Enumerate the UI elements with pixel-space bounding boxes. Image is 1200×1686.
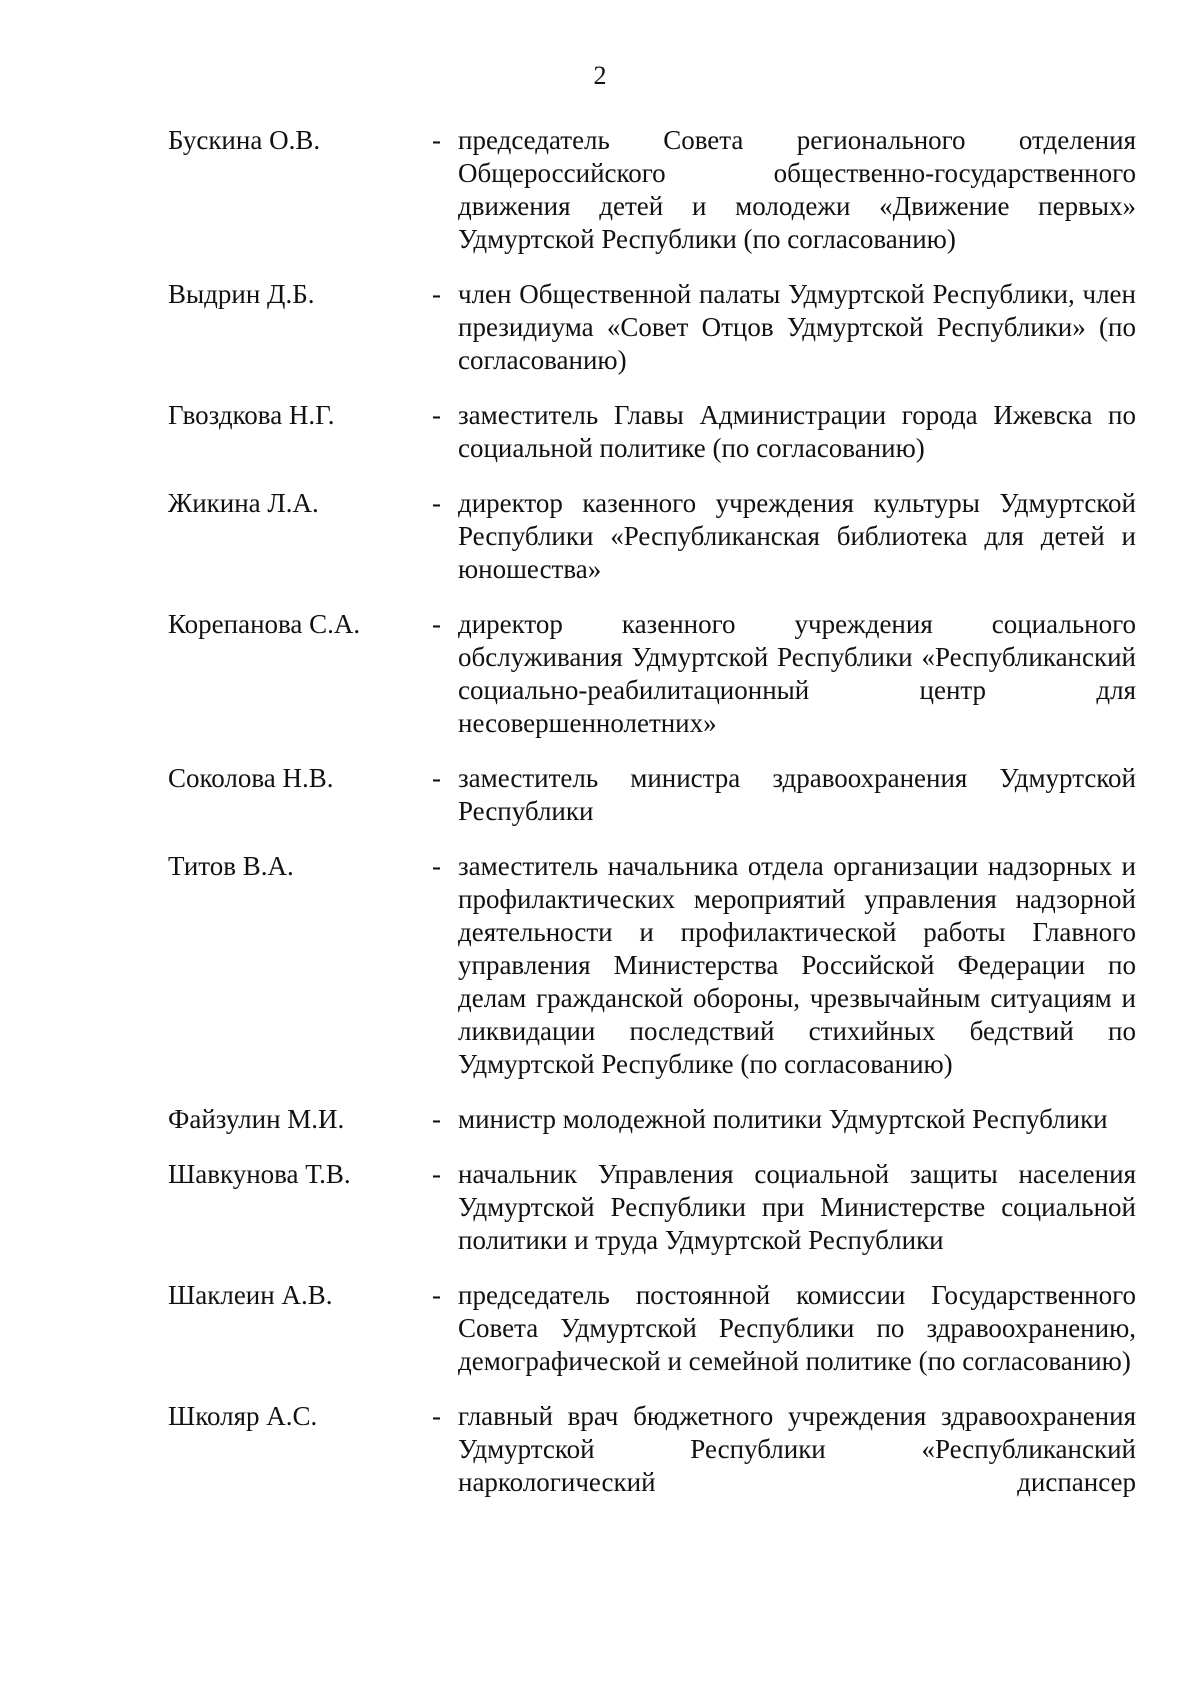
member-name: Шавкунова Т.В. xyxy=(168,1159,351,1189)
member-description: директор казенного учреждения социального обслуживания Удмуртской Республики «Республиканский социально-реабилитационный центр для несовершеннолетних» xyxy=(458,609,1136,738)
member-name: Файзулин М.И. xyxy=(168,1104,345,1134)
member-dash: - xyxy=(432,1280,441,1310)
member-name: Бускина О.В. xyxy=(168,125,321,155)
member-description: председатель постоянной комиссии Государственного Совета Удмуртской Республики по здравоохранению, демографической и семейной политике (по согласованию) xyxy=(458,1280,1136,1376)
member-description: главный врач бюджетного учреждения здравоохранения Удмуртской Республики «Республиканский наркологический диспансер xyxy=(458,1401,1136,1497)
page-number: 2 xyxy=(593,61,607,90)
member-name: Шаклеин А.В. xyxy=(168,1280,333,1310)
member-description: заместитель начальника отдела организации надзорных и профилактических мероприятий управления надзорной деятельности и профилактической работы Главного управления Министерства Российской Федерации по делам гражданской обороны, чрезвычайным ситуациям и ликвидации последствий стихийных бедствий по Удмуртской Республике (по согласованию) xyxy=(458,851,1136,1079)
list-item xyxy=(168,124,1136,256)
member-name: Жикина Л.А. xyxy=(168,488,319,518)
list-item xyxy=(168,850,1136,1081)
member-dash: - xyxy=(432,763,441,793)
list-item xyxy=(168,399,1136,465)
member-dash: - xyxy=(432,400,441,430)
member-dash: - xyxy=(432,851,441,881)
member-description: заместитель Главы Администрации города Ижевска по социальной политике (по согласованию) xyxy=(458,400,1136,463)
member-dash: - xyxy=(432,1104,441,1134)
member-dash: - xyxy=(432,609,441,639)
member-name: Титов В.А. xyxy=(168,851,294,881)
member-name: Гвоздкова Н.Г. xyxy=(168,400,335,430)
member-dash: - xyxy=(432,125,441,155)
member-description: министр молодежной политики Удмуртской Республики xyxy=(458,1104,1108,1134)
list-item xyxy=(168,1400,1136,1499)
member-name: Школяр А.С. xyxy=(168,1401,318,1431)
list-item xyxy=(168,762,1136,828)
member-dash: - xyxy=(432,488,441,518)
member-dash: - xyxy=(432,1159,441,1189)
member-dash: - xyxy=(432,279,441,309)
list-item xyxy=(168,487,1136,586)
list-item xyxy=(168,1103,1136,1136)
member-description: председатель Совета регионального отделения Общероссийского общественно-государственного движения детей и молодежи «Движение первых» Удмуртской Республики (по согласованию) xyxy=(458,125,1136,254)
list-item xyxy=(168,608,1136,740)
list-item xyxy=(168,1279,1136,1378)
list-item xyxy=(168,278,1136,377)
member-dash: - xyxy=(432,1401,441,1431)
member-name: Выдрин Д.Б. xyxy=(168,279,315,309)
member-name: Соколова Н.В. xyxy=(168,763,334,793)
member-name: Корепанова С.А. xyxy=(168,609,361,639)
member-description: директор казенного учреждения культуры Удмуртской Республики «Республиканская библиотека для детей и юношества» xyxy=(458,488,1136,584)
member-description: член Общественной палаты Удмуртской Республики, член президиума «Совет Отцов Удмуртской Республики» (по согласованию) xyxy=(458,279,1136,375)
list-item xyxy=(168,1158,1136,1257)
member-description: заместитель министра здравоохранения Удмуртской Республики xyxy=(458,763,1136,826)
members-list xyxy=(168,124,1136,1521)
member-description: начальник Управления социальной защиты населения Удмуртской Республики при Министерстве социальной политики и труда Удмуртской Республики xyxy=(458,1159,1136,1255)
